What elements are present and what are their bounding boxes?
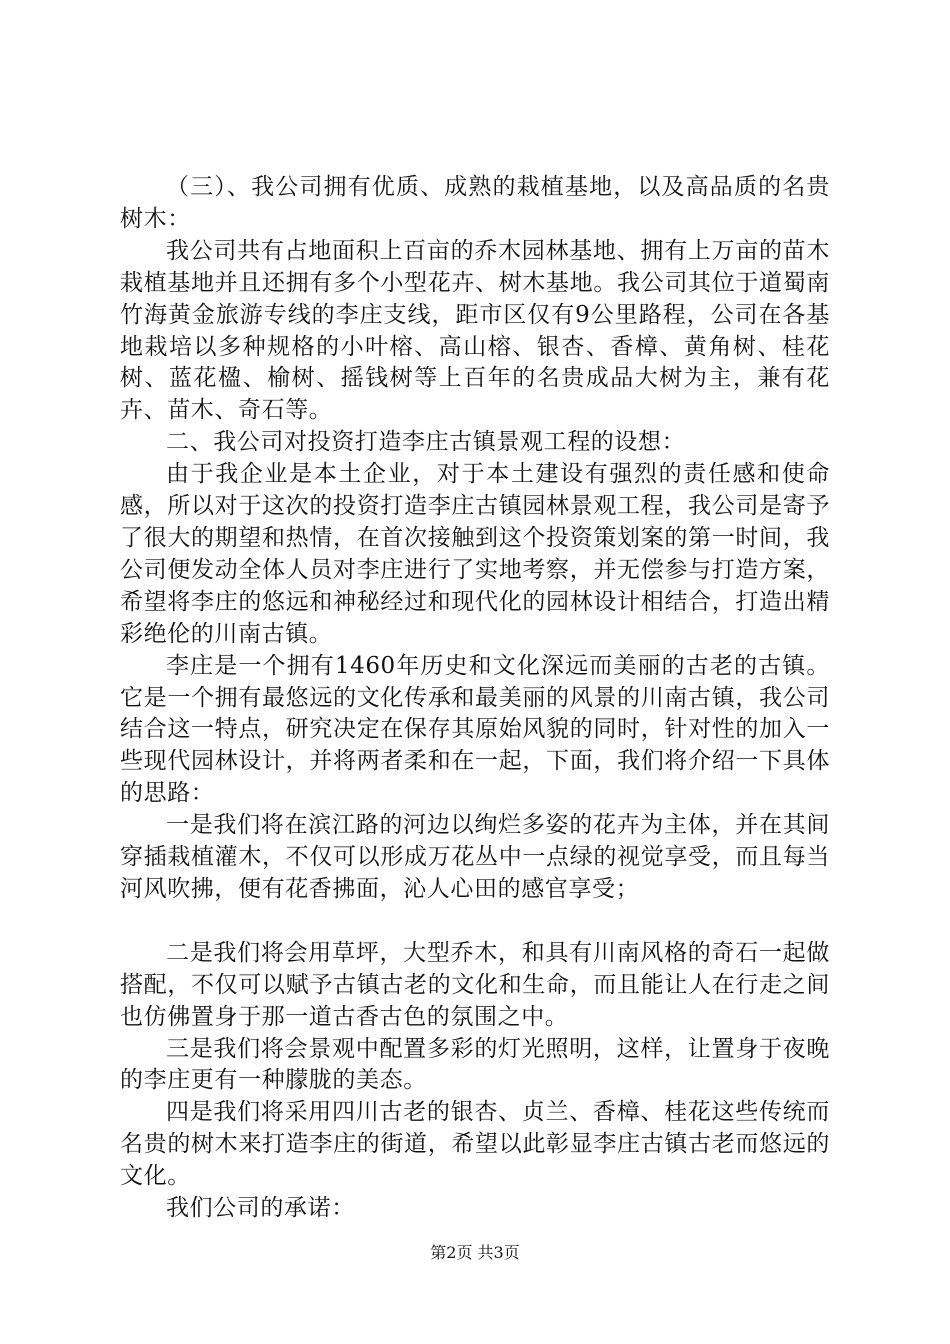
paragraph-idea-one: 一是我们将在滨江路的河边以绚烂多姿的花卉为主体，并在其间穿插栽植灌木，不仅可以形成万花丛中一点绿的视觉享受，而且每当河风吹拂，便有花香拂面，沁人心田的感官享受； [120,812,830,902]
paragraph-idea-four: 四是我们将采用四川古老的银杏、贞兰、香樟、桂花这些传统而名贵的树木来打造李庄的街道，希望以此彰显李庄古镇古老而悠远的文化。 [120,1099,830,1190]
document-body [120,172,830,1225]
paragraph-section-two-heading: 二、我公司对投资打造李庄古镇景观工程的设想： [166,429,686,456]
paragraph-promise-heading: 我们公司的承诺： [166,1195,355,1222]
paragraph-base-description: 我公司共有占地面积上百亩的乔木园林基地、拥有上万亩的苗木栽植基地并且还拥有多个小型花卉、树木基地。我公司其位于道蜀南竹海黄金旅游专线的李庄支线，距市区仅有9公里路程，公司在各基地栽培以多种规格的小叶榕、高山榕、银杏、香樟、黄角树、桂花树、蓝花楹、榆树、摇钱树等上百年的名贵成品大树为主，兼有花卉、苗木、奇石等。 [120,237,830,424]
paragraph-lizhuang-intro: 李庄是一个拥有1460年历史和文化深远而美丽的古老的古镇。它是一个拥有最悠远的文化传承和最美丽的风景的川南古镇，我公司结合这一特点，研究决定在保存其原始风貌的同时，针对性的加入一些现代园林设计，并将两者柔和在一起，下面，我们将介绍一下具体的思路： [120,652,830,807]
paragraph-company-commitment: 由于我企业是本土企业，对于本土建设有强烈的责任感和使命感，所以对于这次的投资打造李庄古镇园林景观工程，我公司是寄予了很大的期望和热情，在首次接触到这个投资策划案的第一时间，我公司便发动全体人员对李庄进行了实地考察，并无偿参与打造方案，希望将李庄的悠远和神秘经过和现代化的园林设计相结合，打造出精彩绝伦的川南古镇。 [120,461,830,647]
page-footer: 第2页 共3页 [430,1243,520,1262]
paragraph-idea-two: 二是我们将会用草坪，大型乔木，和具有川南风格的奇石一起做搭配，不仅可以赋予古镇古老的文化和生命，而且能让人在行走之间也仿佛置身于那一道古香古色的氛围之中。 [120,939,830,1030]
paragraph-section-three-heading: （三）、我公司拥有优质、成熟的栽植基地，以及高品质的名贵树木： [120,174,830,232]
paragraph-idea-three: 三是我们将会景观中配置多彩的灯光照明，这样，让置身于夜晚的李庄更有一种朦胧的美态。 [120,1035,830,1094]
